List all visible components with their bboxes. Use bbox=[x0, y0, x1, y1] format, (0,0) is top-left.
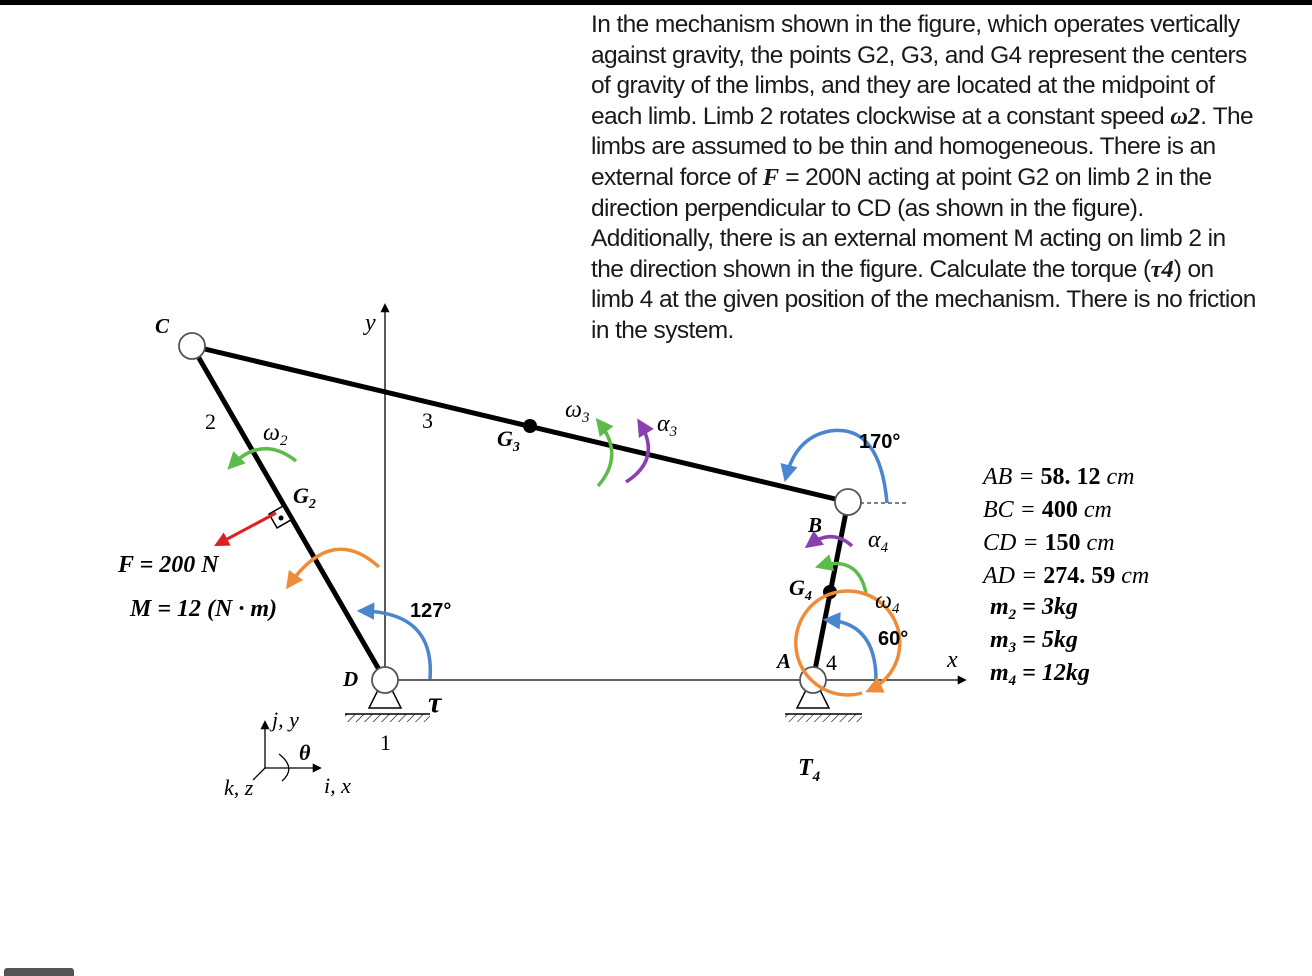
omega2-symbol: ω2 bbox=[1170, 102, 1201, 130]
frame-label-j: j, y bbox=[272, 707, 299, 732]
joint-C bbox=[179, 333, 205, 359]
alpha4-arrow bbox=[809, 537, 852, 546]
joint-D bbox=[372, 667, 398, 693]
label-alpha3: $\alpha_3$ bbox=[657, 411, 678, 440]
frame-label-k: k, z bbox=[224, 775, 254, 800]
label-ground-1: 1 bbox=[380, 730, 391, 755]
param-CD: CD = 150 cm bbox=[983, 530, 1115, 556]
label-angle-170: 170° bbox=[859, 431, 901, 453]
label-G4: $G_4$ bbox=[789, 575, 812, 604]
label-moment: M = 12 (N · m) bbox=[130, 596, 277, 622]
moment-M-arrow bbox=[289, 549, 379, 585]
y-axis-label: y bbox=[365, 310, 376, 336]
label-link-3: 3 bbox=[422, 408, 433, 433]
frame-label-i: i, x bbox=[324, 773, 351, 798]
label-link-2: 2 bbox=[205, 409, 216, 434]
label-omega4: $\omega_4$ bbox=[875, 588, 900, 617]
label-angle-60: 60° bbox=[878, 628, 909, 650]
mass-m2: $m_2 = 3kg$ bbox=[990, 594, 1078, 623]
param-AD: AD = 274. 59 cm bbox=[983, 563, 1150, 589]
param-AB: AB = 58. 12 cm bbox=[983, 464, 1135, 490]
mass-m3: $m_3 = 5kg$ bbox=[990, 627, 1078, 656]
coordinate-frame bbox=[224, 707, 351, 800]
label-D: D bbox=[343, 667, 359, 691]
point-G3 bbox=[523, 419, 537, 433]
label-link-4: 4 bbox=[826, 650, 837, 675]
label-tau: τ bbox=[428, 686, 442, 719]
frame-label-theta: θ bbox=[299, 740, 311, 765]
x-axis-label: x bbox=[947, 647, 958, 673]
label-T4: $T_4$ bbox=[798, 755, 821, 785]
label-omega2: $\omega_2$ bbox=[263, 420, 288, 449]
force-arrow bbox=[218, 513, 276, 544]
label-angle-127: 127° bbox=[410, 600, 452, 622]
link-3-CB bbox=[192, 346, 848, 502]
mass-m4: $m_4 = 12kg$ bbox=[990, 660, 1090, 689]
label-C: C bbox=[155, 314, 170, 338]
link-2-CD bbox=[192, 346, 385, 680]
problem-statement: In the mechanism shown in the figure, which operates vertically against gravity, the points G2, G3, and G4 represent the centers of gravity of the limbs, and they are located at the midpoint of each limb. Limb 2 rotates clockwise at a constant speed ω2. The limbs are assumed to be thin and homogeneous. There is an external force of F = 200N acting at point G2 on limb 2 in the direction perpendicular to CD (as shown in the figure). Additionally, there is an external moment M acting on limb 2 in the direction shown in the figure. Calculate the torque (τ4) on limb 4 at the given position of the mechanism. There is no friction in the system. bbox=[591, 11, 1256, 344]
omega3-arrow bbox=[598, 422, 612, 486]
label-alpha4: $\alpha_4$ bbox=[868, 527, 889, 556]
omega2-arrow bbox=[231, 449, 296, 466]
label-force: F = 200 N bbox=[118, 552, 219, 578]
param-BC: BC = 400 cm bbox=[983, 497, 1112, 523]
label-A: A bbox=[777, 649, 792, 673]
label-omega3: $\omega_3$ bbox=[565, 397, 590, 426]
force-symbol: F bbox=[762, 163, 780, 191]
parameter-list bbox=[981, 464, 1149, 689]
joint-B bbox=[835, 489, 861, 515]
label-B: B bbox=[808, 513, 823, 537]
label-G2: $G_2$ bbox=[293, 483, 316, 512]
label-G3: $G_3$ bbox=[497, 426, 520, 455]
tau4-symbol: τ4 bbox=[1150, 255, 1174, 283]
